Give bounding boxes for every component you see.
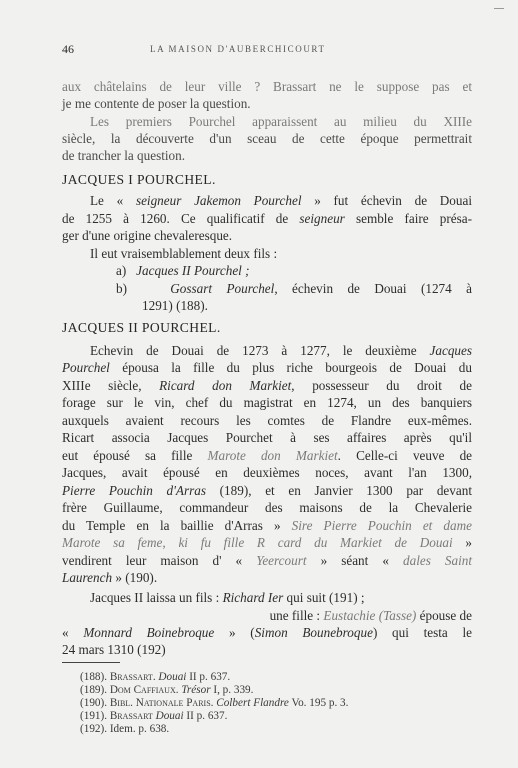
text-line <box>62 483 472 499</box>
footnote-text: II p. 637. <box>186 671 231 683</box>
footnote-text: II p. 637. <box>183 710 228 722</box>
footnote-author: Brassart. <box>109 671 156 683</box>
list-item <box>116 263 472 279</box>
text-span: » <box>452 535 472 550</box>
text-line <box>62 625 472 641</box>
text-span: (189), et en Janvier 1300 par devant <box>205 483 472 498</box>
text-span: » séant « <box>306 553 403 568</box>
footnote-number: (190). <box>80 697 108 709</box>
text-line <box>62 535 472 551</box>
italic-place: dales Saint <box>403 553 472 568</box>
page-number: 46 <box>62 42 74 56</box>
text-line: Ricart associa Jacques Pourchet à ses affaires après qu'il <box>62 430 472 445</box>
text-span: qui suit (191) ; <box>283 590 365 605</box>
text-line <box>62 378 472 394</box>
italic-word: seigneur <box>299 211 345 226</box>
text-span: épouse de <box>416 608 472 623</box>
text-line: aux châtelains de leur ville ? Brassart ne le suppose pas et <box>62 79 472 94</box>
text-line: ger d'une origine chevaleresque. <box>62 228 233 243</box>
text-span: vendirent leur maison d' « <box>62 553 257 568</box>
footnote <box>80 684 480 697</box>
text-line <box>200 608 472 624</box>
text-span: ) qui testa le <box>372 625 473 640</box>
italic-name: Simon Bounebroque <box>254 625 373 640</box>
text-line: Jacques, avait épousé en deuxièmes noces, avant l'an 1300, <box>62 465 472 480</box>
text-line: Il eut vraisemblablement deux fils : <box>90 246 278 261</box>
page-header <box>62 42 472 56</box>
list-item <box>116 281 472 297</box>
footnote <box>80 710 480 723</box>
footnote-title: Colbert Flandre <box>216 697 289 709</box>
text-line <box>62 518 472 534</box>
section-heading: JACQUES I POURCHEL. <box>62 172 216 187</box>
italic-name: Monnard Boinebroque <box>83 625 215 640</box>
italic-name: Ricard don Markiet <box>159 378 292 393</box>
list-marker: b) <box>116 281 127 296</box>
italic-name: seigneur Jakemon Pourchel <box>135 193 302 208</box>
footnote-rule <box>62 662 120 663</box>
text-line <box>62 553 472 569</box>
italic-name: Pourchel <box>62 360 110 375</box>
italic-name: Pierre Pouchin d'Arras <box>62 483 206 498</box>
text-span: , échevin de Douai (1274 à <box>274 281 473 296</box>
footnote <box>80 697 480 710</box>
italic-name: Eustachie (Tasse) <box>323 608 417 623</box>
text-line <box>90 114 472 130</box>
footnote-number: (192). <box>80 723 108 735</box>
text-span: Le « <box>90 193 136 208</box>
text-span: » (190). <box>112 570 158 585</box>
italic-place: Yeercourt <box>256 553 307 568</box>
text-span: Les premiers Pourchel apparaissent au milieu du XIIIe <box>90 114 472 129</box>
italic-name: Marote don Markiet <box>207 448 338 463</box>
text-line <box>62 360 472 376</box>
text-span: Echevin de Douai de 1273 à 1277, le deuxième <box>90 343 430 358</box>
footnote-author: Bibl. Nationale Paris. <box>109 697 214 709</box>
footnote <box>80 671 480 684</box>
footnote-text: I, p. 339. <box>210 684 254 696</box>
italic-name: Jacques II Pourchel ; <box>136 263 250 278</box>
running-title: LA MAISON D'AUBERCHICOURT <box>150 44 326 54</box>
italic-quote: Sire Pierre Pouchin et dame <box>291 518 472 533</box>
text-span: « <box>62 625 84 640</box>
text-line: 24 mars 1310 (192) <box>62 642 166 657</box>
text-span: épousa la fille du plus riche bourgeois de Douai du <box>109 360 472 375</box>
italic-name: Richard Ier <box>222 590 284 605</box>
footnote-author: Brassart <box>109 710 153 722</box>
text-line: je me contente de poser la question. <box>62 96 251 111</box>
text-line <box>62 211 472 227</box>
footnote-text: Idem. p. 638. <box>109 723 170 735</box>
text-line: siècle, la découverte d'un sceau de cette époque permettrait <box>62 131 472 146</box>
text-line: frère Guillaume, commandeur des maisons de la Chevalerie <box>62 500 472 515</box>
section-heading: JACQUES II POURCHEL. <box>62 320 221 335</box>
footnote-text: Vo. 195 p. 3. <box>288 697 349 709</box>
italic-place: Laurench <box>62 570 113 585</box>
footnote-number: (191). <box>80 710 108 722</box>
text-line: auxquels avaient recours les comtes de Flandre eux-mêmes. <box>62 413 472 428</box>
text-span: eut épousé sa fille <box>62 448 208 463</box>
italic-name: Jacques <box>429 343 472 358</box>
text-line <box>90 343 472 359</box>
text-line <box>90 193 472 209</box>
text-line: 1291) (188). <box>142 298 208 313</box>
text-span: , possesseur du droit de <box>291 378 472 393</box>
text-span: . Celle-ci veuve de <box>337 448 473 463</box>
footnote-author: Dom Caffiaux. <box>109 684 179 696</box>
text-span: » fut échevin de Douai <box>301 193 472 208</box>
text-span: » ( <box>214 625 255 640</box>
text-line <box>90 590 472 606</box>
text-line <box>62 448 472 464</box>
italic-name: Gossart Pourchel <box>170 281 275 296</box>
footnote-title: Douai <box>158 671 187 683</box>
text-span: de 1255 à 1260. Ce qualificatif de <box>62 211 300 226</box>
italic-quote: Marote sa feme, ki fu fille R card du Markiet de Douai <box>62 535 453 550</box>
corner-mark <box>494 8 504 9</box>
footnote-number: (189). <box>80 684 108 696</box>
list-marker: a) <box>116 263 127 278</box>
text-line: de trancher la question. <box>62 148 186 163</box>
footnote-title: Douai <box>155 710 184 722</box>
footnote-number: (188). <box>80 671 108 683</box>
footnote-title: Trésor <box>181 684 211 696</box>
text-line: forage sur le vin, chef du magistrat en 1274, un des banquiers <box>62 395 472 410</box>
text-span: XIIIe siècle, <box>62 378 160 393</box>
text-line <box>62 570 472 586</box>
footnote <box>80 723 480 736</box>
text-span: une fille : <box>269 608 324 623</box>
text-span: semble faire présa- <box>344 211 472 226</box>
text-span: du Temple en la baillie d'Arras » <box>62 518 292 533</box>
text-span: Jacques II laissa un fils : <box>90 590 223 605</box>
